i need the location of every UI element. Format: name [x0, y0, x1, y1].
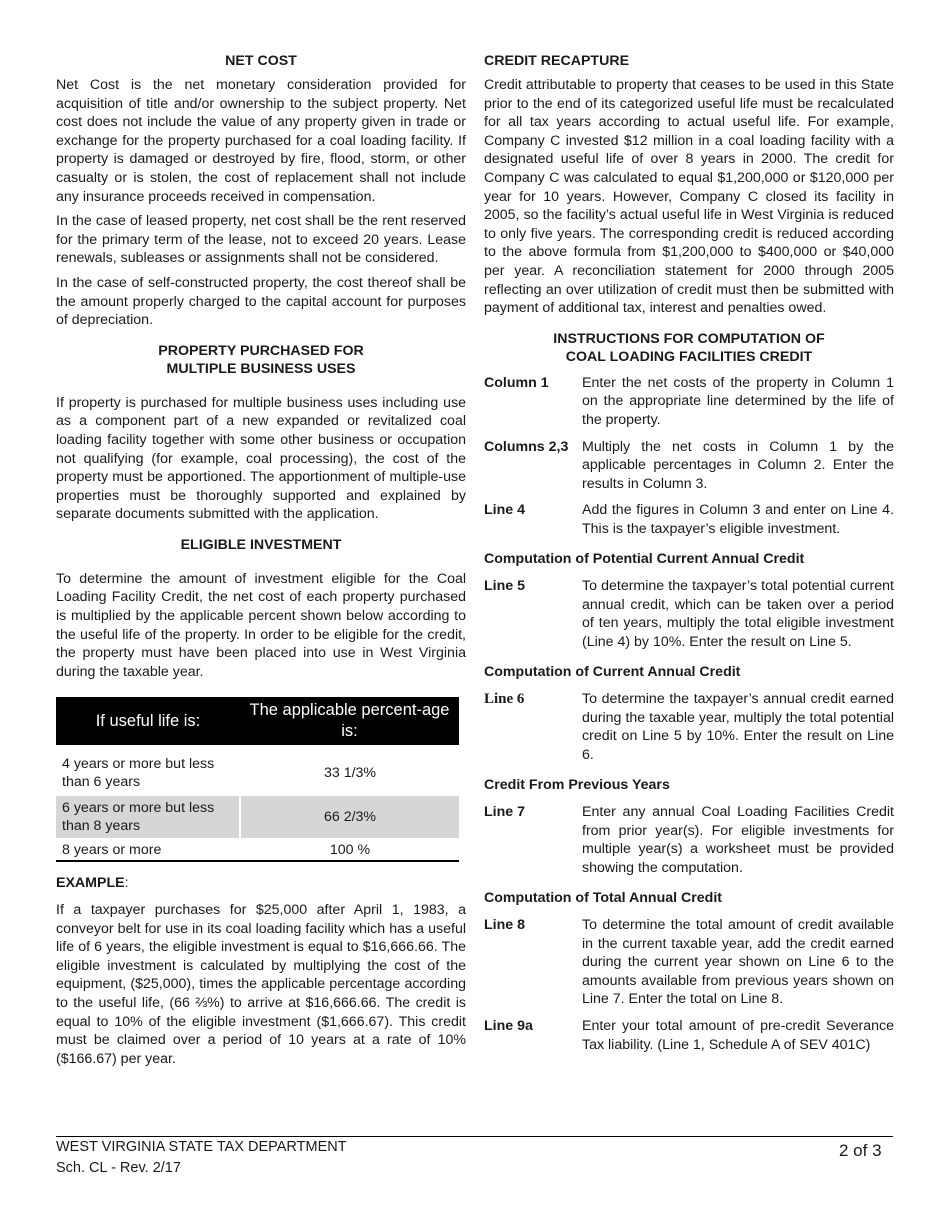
left-column: [56, 52, 466, 1068]
instructions-heading-line-1: INSTRUCTIONS FOR COMPUTATION OF: [553, 330, 825, 347]
net-cost-heading: NET COST: [225, 53, 297, 69]
instructions-heading: [484, 330, 894, 366]
current-credit-subheading: Computation of Current Annual Credit: [484, 664, 741, 681]
instruction-columns-2-3: [484, 438, 894, 494]
useful-life-cell: 4 years or more but less than 6 years: [62, 756, 215, 791]
net-cost-paragraph-1: Net Cost is the net monetary consideration provided for acquisition of title and/or ownership to the subject property. Net cost does not include the value of any property given in trade or exchange for the property purchased for a coal loading facility. If property is damaged or destroyed by fire, flood, storm, or other casualty or is stolen, the cost of replacement shall not include any insurance proceeds received in compensation.: [56, 77, 466, 205]
useful-life-table: [56, 697, 459, 862]
instruction-text: Enter your total amount of pre-credit Severance Tax liability. (Line 1, Schedule A of SEV 401C): [582, 1017, 894, 1053]
instruction-text: To determine the total amount of credit available in the current taxable year, add the credit earned during the current year shown on Line 6 to the amounts available from previous years shown on Line 7. Enter the total on Line 8.: [582, 916, 894, 1008]
percentage-cell: 66 2/3%: [240, 796, 459, 838]
instruction-text: Enter the net costs of the property in Column 1 on the appropriate line determined by the life of the property.: [582, 374, 894, 428]
instruction-line-8: [484, 916, 894, 1009]
instruction-label: Column 1: [484, 374, 549, 391]
footer-revision: Sch. CL - Rev. 2/17: [56, 1160, 181, 1176]
instruction-label: Columns 2,3: [484, 438, 569, 455]
instruction-text: To determine the taxpayer’s total potential current annual credit, which can be taken over a period of ten years, multiply the total eligible investment (Line 4) by 10%. Enter the result on Line 5.: [582, 578, 894, 650]
header-useful-life: If useful life is:: [56, 697, 240, 745]
instruction-label: Line 5: [484, 578, 525, 595]
useful-life-cell: 8 years or more: [56, 838, 240, 861]
table-row: [56, 745, 459, 796]
instruction-text: Enter any annual Coal Loading Facilities Credit from prior year(s). For eligible investments for multiple year(s) a worksheet must be provided showing the computation.: [582, 804, 894, 876]
multiple-uses-heading: [56, 342, 466, 378]
instruction-label: Line 8: [484, 916, 525, 933]
potential-credit-subheading: Computation of Potential Current Annual Credit: [484, 551, 805, 568]
net-cost-paragraph-2: In the case of leased property, net cost shall be the rent reserved for the primary term of the lease, not to exceed 20 years. Lease renewals, subleases or assignments shall not be considered.: [56, 213, 466, 267]
useful-life-cell: 6 years or more but less than 8 years: [56, 796, 240, 838]
instruction-label: Line 7: [484, 804, 525, 820]
eligible-investment-paragraph: To determine the amount of investment eligible for the Coal Loading Facility Credit, the net cost of each property purchased is multiplied by the applicable percent shown below according to the useful life of the property. In order to be eligible for the credit, the property must have been placed into use in West Virginia during the taxable year.: [56, 570, 466, 680]
instruction-line-7: [484, 803, 894, 877]
multiple-uses-paragraph: If property is purchased for multiple business uses including use as a component part of a new expanded or revitalized coal loading facility together with some other business or occupation not qualifying (for example, coal processing), the cost of the property must be apportioned. The apportionment of multiple-use properties must be thoroughly supported and explained by separate documents submitted with the application.: [56, 394, 466, 523]
page-number: 2 of 3: [839, 1141, 882, 1160]
instruction-label: Line 4: [484, 502, 525, 519]
instruction-text: To determine the taxpayer’s annual credit earned during the taxable year, multiply the total potential credit on Line 5 by 10%. Enter the result on Line 6.: [582, 691, 894, 763]
example-label: [56, 874, 466, 893]
footer-divider: [56, 1136, 893, 1137]
table-row: [56, 838, 459, 861]
percentage-cell: 100 %: [240, 838, 459, 861]
instruction-line-4: [484, 501, 894, 538]
total-credit-subheading: Computation of Total Annual Credit: [484, 890, 723, 907]
footer-agency: WEST VIRGINIA STATE TAX DEPARTMENT: [56, 1139, 347, 1155]
instruction-line-6: [484, 690, 894, 764]
table-row: [56, 796, 459, 838]
instruction-label: Line 6: [484, 691, 525, 708]
right-column: [484, 52, 894, 1054]
multiple-uses-heading-line-1: PROPERTY PURCHASED FOR: [158, 342, 364, 359]
instruction-line-5: [484, 577, 894, 651]
percentage-cell: 33 1/3%: [240, 745, 459, 796]
credit-recapture-paragraph: Credit attributable to property that ceases to be used in this State prior to the end of its categorized useful life must be recalculated for all tax years according to actual useful life. For example, Company C invested $12 million in a coal loading facility with a designated useful life of over 8 years in 2000. The credit for Company C was calculated to equal $1,200,000 or $120,000 per year for 10 years. However, Company C closed its facility in 2005, so the facility’s actual useful life in West Virginia is reduced to only five years. The corresponding credit is reduced according to the above formula from $1,200,000 to $400,000 or $40,000 per year. A reconciliation statement for 2000 through 2005 reflecting an over utilization of credit must then be submitted with payment of additional tax, interest and penalties owed.: [484, 77, 894, 317]
previous-years-subheading: Credit From Previous Years: [484, 777, 670, 794]
eligible-investment-heading: ELIGIBLE INVESTMENT: [180, 536, 342, 553]
example-label-text: EXAMPLE: [56, 875, 125, 892]
credit-recapture-heading: CREDIT RECAPTURE: [484, 53, 630, 69]
net-cost-paragraph-3: In the case of self-constructed property, the cost thereof shall be the amount properly charged to the capital account for purposes of depreciation.: [56, 274, 466, 329]
instructions-heading-line-2: COAL LOADING FACILITIES CREDIT: [565, 348, 813, 365]
example-label-colon: :: [124, 875, 129, 892]
example-paragraph: If a taxpayer purchases for $25,000 after April 1, 1983, a conveyor belt for use in its coal loading facility which has a useful life of 6 years, the eligible investment is equal to $16,666.66. The eligible investment is calculated by multiplying the cost of the equipment, ($25,000), times the applicable percentage according to the useful life, (66 ⅔%) to arrive at $16,666.66. The credit is equal to 10% of the eligible investment ($1,666.67). This credit must be claimed over a period of 10 years at a rate of 10% ($166.67) per year.: [56, 902, 466, 1067]
instruction-text: Add the figures in Column 3 and enter on Line 4. This is the taxpayer’s eligible investment.: [582, 502, 894, 537]
instruction-column-1: [484, 374, 894, 430]
multiple-uses-heading-line-2: MULTIPLE BUSINESS USES: [166, 360, 356, 377]
useful-life-table-header: [56, 697, 459, 745]
header-applicable-percentage: The applicable percent-age is:: [240, 697, 459, 745]
instruction-text: Multiply the net costs in Column 1 by the applicable percentages in Column 2. Enter the results in Column 3.: [582, 438, 894, 492]
instruction-line-9a: [484, 1017, 894, 1054]
instruction-label: Line 9a: [484, 1017, 533, 1034]
